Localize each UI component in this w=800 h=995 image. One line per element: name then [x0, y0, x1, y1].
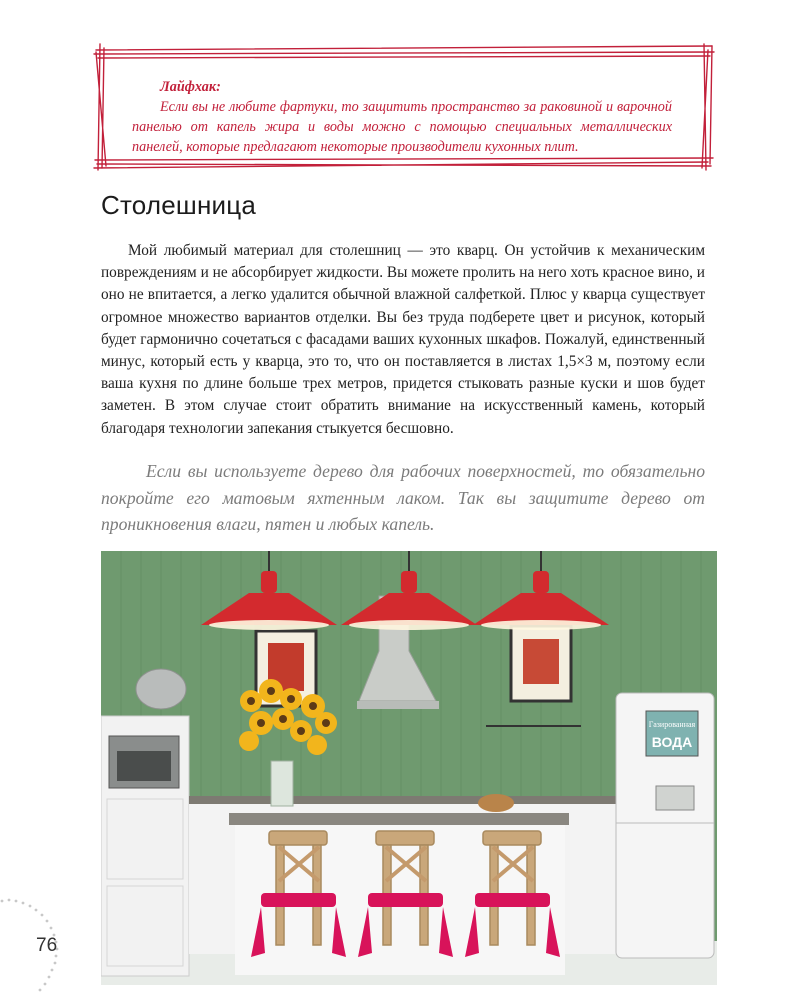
- tip-text: Если вы не любите фартуки, то защитить пространство за раковиной и варочной панелью от капель жира и воды можно с помощью специальных металлических панелей, которые предлагают некоторые производители кухонных плит.: [132, 99, 672, 155]
- kitchen-photo: [101, 551, 717, 985]
- fridge-sign-line1: Газированная: [648, 720, 696, 729]
- lifehack-box: [100, 52, 705, 164]
- tip-title: Лайфхак:: [160, 79, 221, 95]
- fridge-sign-line2: ВОДА: [651, 734, 693, 750]
- section-heading: Столешница: [101, 190, 257, 220]
- body-paragraph: Мой любимый материал для столешниц — это кварц. Он устойчив к механическим повреждениям и не абсорбирует жидкости. Вы можете пролить на него хоть красное вино, и оно не впитается, а легко удалится обычной влажной салфеткой. Плюс у кварца существует огромное множество вариантов отделки. Вы без труда подберете цвет и рисунок, который будет гармонично сочетаться с фасадами ваших кухонных шкафов. Пожалуй, единственный минус, который есть у кварца, это то, что он поставляется в листах 1,5×3 м, поэтому если ваша кухня по длине больше трех метров, придется стыковать разные куски и шов будет заметен. В этом случае стоит обратить внимание на искусственный камень, который благодаря технологии запекания стыкуется бесшовно.: [101, 242, 705, 437]
- page-number: 76: [36, 935, 58, 956]
- italic-quote: Если вы используете дерево для рабочих поверхностей, то обязательно покройте его матовым яхтенным лаком. Так вы защитите дерево от проникновения влаги, пятен и любых капель.: [101, 461, 705, 534]
